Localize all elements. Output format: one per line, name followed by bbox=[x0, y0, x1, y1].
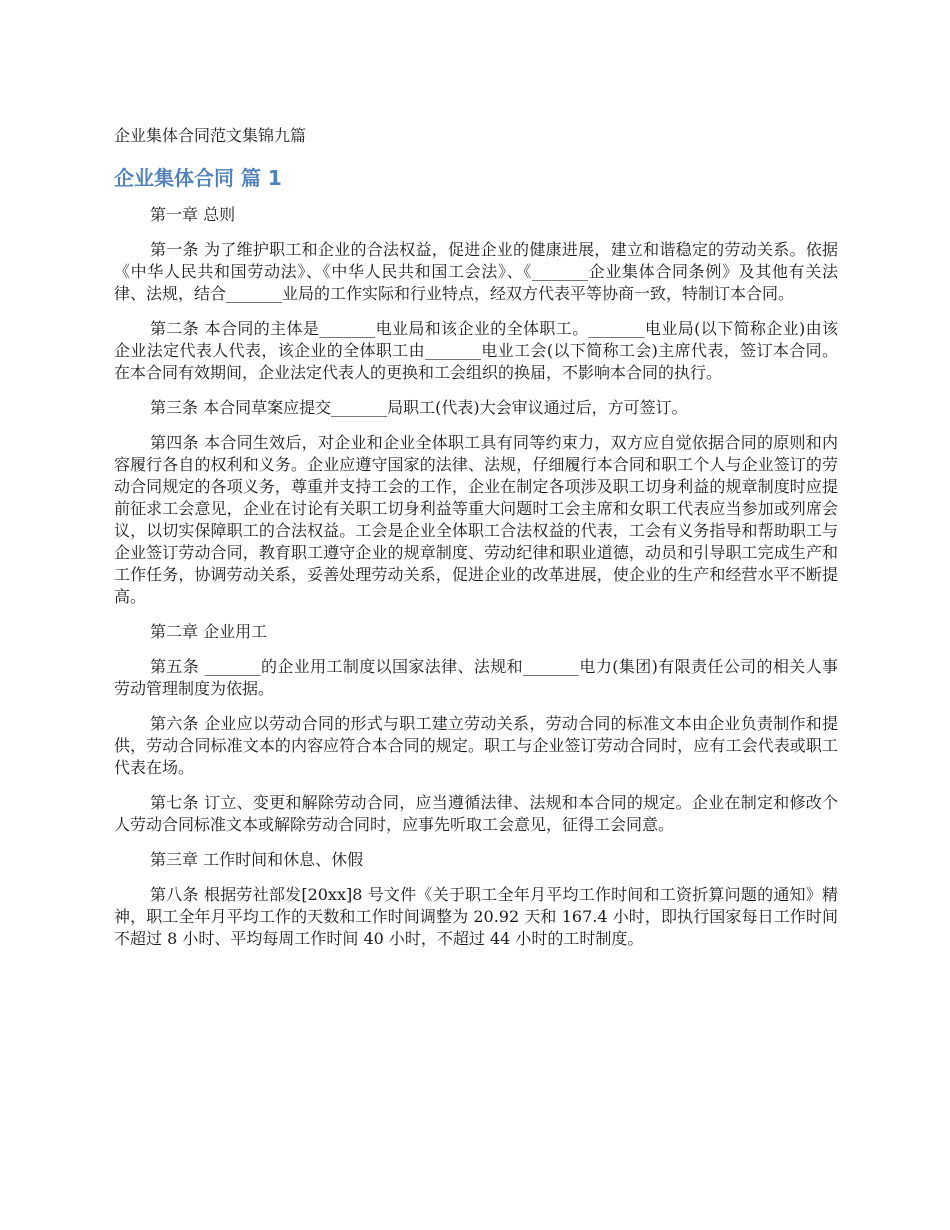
document-page bbox=[114, 124, 838, 963]
article-8: 第八条 根据劳社部发[20xx]8 号文件《关于职工全年月平均工作时间和工资折算问题的通知》精神，职工全年月平均工作的天数和工作时间调整为 20.92 天和 167.4 小时，即执行国家每日工作时间不超过 8 小时、平均每周工作时间 40 小时，不超过 44 小时的工时制度。 bbox=[114, 885, 838, 948]
document-title: 企业集体合同范文集锦九篇 bbox=[114, 126, 307, 145]
chapter-2-heading: 第二章 企业用工 bbox=[150, 622, 268, 641]
article-7: 第七条 订立、变更和解除劳动合同，应当遵循法律、法规和本合同的规定。企业在制定和修改个人劳动合同标准文本或解除劳动合同时，应事先听取工会意见，征得工会同意。 bbox=[114, 793, 838, 834]
article-3: 第三条 本合同草案应提交_______局职工(代表)大会审议通过后，方可签订。 bbox=[150, 398, 688, 417]
chapter-3-heading: 第三章 工作时间和休息、休假 bbox=[150, 850, 364, 869]
section-heading: 企业集体合同 篇 1 bbox=[114, 166, 282, 190]
article-1: 第一条 为了维护职工和企业的合法权益，促进企业的健康进展，建立和谐稳定的劳动关系。依据《中华人民共和国劳动法》、《中华人民共和国工会法》、《_______企业集体合同条例》及其他有关法律、法规，结合_______业局的工作实际和行业特点，经双方代表平等协商一致，特制订本合同。 bbox=[114, 240, 838, 303]
article-6: 第六条 企业应以劳动合同的形式与职工建立劳动关系，劳动合同的标准文本由企业负责制作和提供，劳动合同标准文本的内容应符合本合同的规定。职工与企业签订劳动合同时，应有工会代表或职工代表在场。 bbox=[114, 714, 838, 777]
chapter-1-heading: 第一章 总则 bbox=[150, 205, 236, 224]
article-2: 第二条 本合同的主体是_______电业局和该企业的全体职工。_______电业局(以下简称企业)由该企业法定代表人代表，该企业的全体职工由_______电业工会(以下简称工会)主席代表，签订本合同。在本合同有效期间，企业法定代表人的更换和工会组织的换届，不影响本合同的执行。 bbox=[114, 319, 838, 382]
article-5: 第五条 _______的企业用工制度以国家法律、法规和_______电力(集团)有限责任公司的相关人事劳动管理制度为依据。 bbox=[114, 657, 838, 698]
article-4: 第四条 本合同生效后，对企业和企业全体职工具有同等约束力，双方应自觉依据合同的原则和内容履行各自的权利和义务。企业应遵守国家的法律、法规，仔细履行本合同和职工个人与企业签订的劳动合同规定的各项义务，尊重并支持工会的工作，企业在制定各项涉及职工切身利益的规章制度时应提前征求工会意见，企业在讨论有关职工切身利益等重大问题时工会主席和女职工代表应当参加或列席会议，以切实保障职工的合法权益。工会是企业全体职工合法权益的代表，工会有义务指导和帮助职工与企业签订劳动合同，教育职工遵守企业的规章制度、劳动纪律和职业道德，动员和引导职工完成生产和工作任务，协调劳动关系，妥善处理劳动关系，促进企业的改革进展，使企业的生产和经营水平不断提高。 bbox=[114, 433, 838, 606]
